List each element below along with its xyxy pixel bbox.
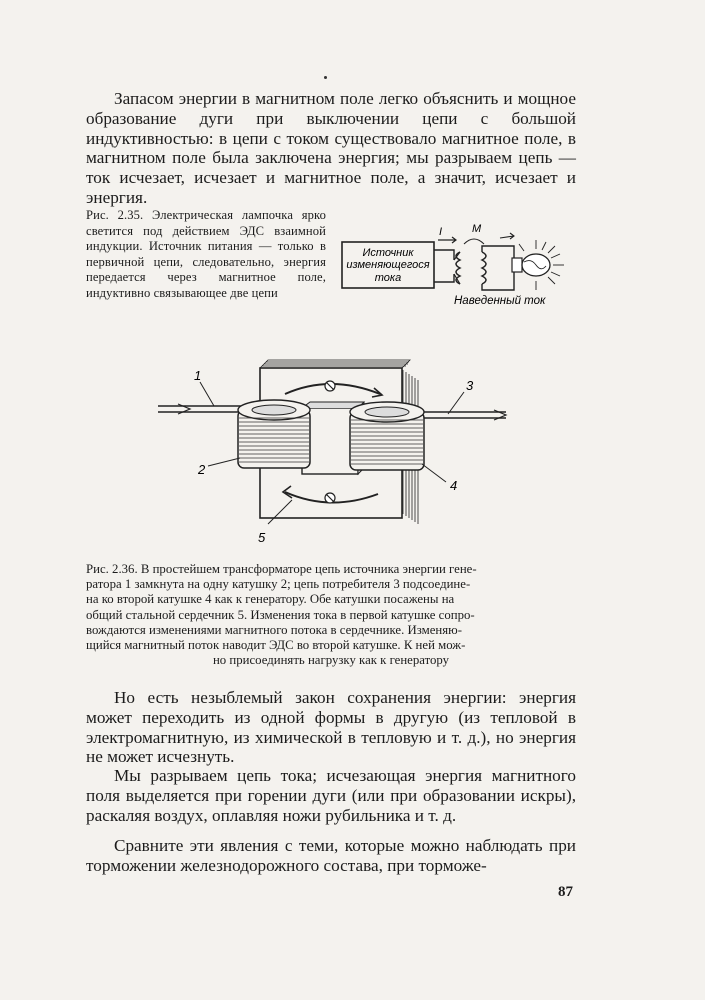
- induced-current-arrow: [500, 233, 514, 239]
- label-current-I: I: [439, 226, 443, 238]
- caption-line: Рис. 2.36. В простейшем трансформаторе цепь источника энергии гене-: [86, 562, 477, 576]
- caption-line: щийся магнитный поток наводит ЭДС во второй катушке. К ней мож-: [86, 638, 466, 653]
- secondary-circuit-wire: [482, 246, 514, 290]
- wire-3-output: [420, 412, 506, 418]
- source-line-2: изменяющегося: [346, 259, 430, 271]
- figure-2-36-transformer: [150, 352, 530, 552]
- lamp-base: [512, 258, 522, 272]
- primary-circuit-wire: [434, 250, 454, 282]
- caption-line: ратора 1 замкнута на одну катушку 2; цепь потребителя 3 подсоедине-: [86, 577, 471, 592]
- figure-2-35-caption: Рис. 2.35. Электрическая лампочка ярко светится под действием ЭДС взаимной индукции. Источник питания — только в первичной цепи, следовательно, энергия передается через магнитное поле, индуктивно связывающее две цепи: [86, 208, 326, 300]
- paragraph-conservation: [86, 688, 576, 767]
- label-5: 5: [258, 530, 266, 545]
- paragraph-1-text: Запасом энергии в магнитном поле легко объяснить и мощное образование дуги при выключении цепи с большой индуктивностью: в цепи с током существовало магнитное поле, в магнитном поле была заключена энергия; мы разрываем цепь — ток исчезает, исчезает и магнитное поле, а значит, исчезает и энергия.: [86, 89, 576, 207]
- paragraph-energy-arc: [86, 89, 576, 208]
- secondary-coil: [482, 252, 486, 284]
- paragraph-3-text: Мы разрываем цепь тока; исчезающая энергия магнитного поля выделяется при горении дуги (или при образовании искры), раскаляя воздух, оплавляя ножи рубильника и т. д.: [86, 766, 576, 825]
- label-mutual-M: M: [472, 223, 482, 235]
- label-3: 3: [466, 378, 474, 393]
- page-number: 87: [558, 884, 573, 900]
- label-1: 1: [194, 368, 202, 383]
- caption-line: но присоединять нагрузку как к генератору: [212, 653, 450, 668]
- figure-2-36-caption: [86, 562, 576, 668]
- label-2: 2: [198, 462, 206, 477]
- caption-line: на ко второй катушке 4 как к генератору. Обе катушки посажены на: [86, 592, 455, 607]
- figure-2-35-diagram: [336, 220, 576, 310]
- mutual-bracket: [464, 239, 484, 244]
- source-line-3: тока: [374, 272, 402, 284]
- coil-left: [238, 400, 310, 468]
- coil-right: [350, 402, 424, 470]
- paragraph-4-text: Сравните эти явления с теми, которые можно наблюдать при торможении железнодорожного состава, при торможе-: [86, 836, 576, 875]
- induced-current-label: Наведенный ток: [454, 295, 546, 307]
- paragraph-arc-energy: [86, 766, 576, 825]
- page-mark: [324, 76, 327, 79]
- wire-1-input: [158, 406, 242, 412]
- caption-line: общий стальной сердечник 5. Изменения тока в первой катушке сопро-: [86, 607, 475, 622]
- label-4: 4: [450, 478, 458, 493]
- source-line-1: Источник: [362, 247, 414, 259]
- paragraph-2-text: Но есть незыблемый закон сохранения энергии: энергия может переходить из одной формы в другую (из тепловой в электромагнитную, из химической в тепловую и т. д.), но энергия не может исчезнуть.: [86, 688, 576, 767]
- paragraph-braking: [86, 836, 576, 876]
- caption-line: вождаются изменениями магнитного потока в сердечнике. Изменяю-: [86, 622, 462, 637]
